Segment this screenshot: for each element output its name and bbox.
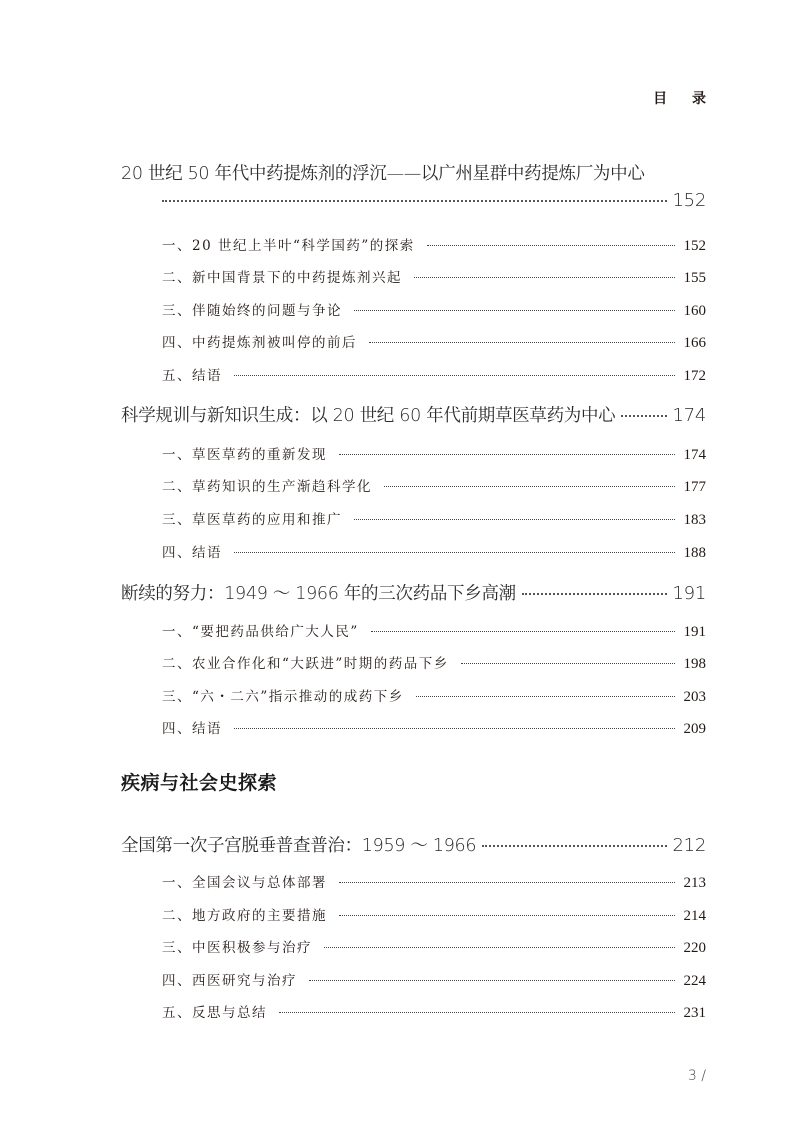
section-title: 三、“六・二六”指示推动的成药下乡 [162,689,404,705]
dot-leader [162,199,667,202]
running-head: 目 录 [653,91,716,107]
dot-leader [339,453,675,455]
page-number: 209 [683,721,706,737]
page-number: 191 [672,583,706,604]
page-number: 155 [683,270,706,286]
section-title: 三、中医积极参与治疗 [162,940,312,956]
dot-leader [324,946,675,948]
page-number: 224 [683,973,706,989]
page-number: 188 [683,545,706,561]
dot-leader [354,309,675,311]
toc-section-entry[interactable] [162,620,706,641]
toc-section-entry[interactable] [162,871,706,892]
toc-section-entry[interactable] [162,969,706,990]
dot-leader [416,695,675,697]
section-title: 一、20 世纪上半叶“科学国药”的探索 [162,238,415,254]
toc-section-entry[interactable] [162,717,706,738]
chapter-title: 科学规训与新知识生成：以 20 世纪 60 年代前期草医草药为中心 [121,406,616,426]
dot-leader [414,276,675,278]
dot-leader [482,844,666,847]
page-number: 174 [672,405,706,426]
toc-section-entry[interactable] [162,234,706,255]
page-number: 213 [683,875,706,891]
toc-section-entry[interactable] [162,299,706,320]
page-number: 198 [683,656,706,672]
page-number: 191 [683,624,706,640]
dot-leader [384,485,675,487]
dot-leader [621,414,666,417]
dot-leader [371,630,675,632]
page-number: 174 [683,447,706,463]
toc-section-entry[interactable] [162,652,706,673]
toc-section-entry[interactable] [162,685,706,706]
chapter-title: 断续的努力：1949 ～ 1966 年的三次药品下乡高潮 [121,584,516,604]
section-title: 四、中药提炼剂被叫停的前后 [162,335,357,351]
toc-section-entry[interactable] [162,541,706,562]
page-number: 203 [683,689,706,705]
section-title: 四、西医研究与治疗 [162,973,297,989]
chapter-title: 20 世纪 50 年代中药提炼剂的浮沉——以广州星群中药提炼厂为中心 [121,164,645,184]
dot-leader [234,374,675,376]
page-number: 152 [683,238,706,254]
section-title: 一、草医草药的重新发现 [162,447,327,463]
section-title: 二、地方政府的主要措施 [162,908,327,924]
toc-section-entry[interactable] [162,1001,706,1022]
page-folio: 3 / [687,1068,706,1084]
section-title: 一、全国会议与总体部署 [162,875,327,891]
section-title: 四、结语 [162,721,222,737]
section-title: 三、伴随始终的问题与争论 [162,303,342,319]
toc-section-entry[interactable] [162,266,706,287]
toc-section-entry[interactable] [162,936,706,957]
section-title: 五、反思与总结 [162,1005,267,1021]
toc-chapter-entry[interactable] [121,160,706,211]
page-number: 220 [683,940,706,956]
section-title: 一、“要把药品供给广大人民” [162,624,359,640]
toc-chapter-entry[interactable] [121,580,706,605]
toc-chapter-entry[interactable] [121,832,706,857]
part-title: 疾病与社会史探索 [121,772,278,794]
page-number: 160 [683,303,706,319]
toc-section-entry[interactable] [162,364,706,385]
dot-leader [309,979,675,981]
toc-section-entry[interactable] [162,904,706,925]
dot-leader [234,727,675,729]
page-number: 183 [683,512,706,528]
page-number: 212 [672,835,706,856]
chapter-title: 全国第一次子宫脱垂普查普治：1959 ～ 1966 [121,836,477,856]
dot-leader [279,1011,675,1013]
toc-section-entry[interactable] [162,475,706,496]
section-title: 二、新中国背景下的中药提炼剂兴起 [162,270,402,286]
page-number: 172 [683,368,706,384]
section-title: 三、草医草药的应用和推广 [162,512,342,528]
page-number: 166 [683,335,706,351]
page-number: 214 [683,908,706,924]
dot-leader [427,244,675,246]
section-title: 二、草药知识的生产渐趋科学化 [162,479,372,495]
toc-section-entry[interactable] [162,508,706,529]
toc-chapter-entry[interactable] [121,402,706,427]
dot-leader [369,341,675,343]
section-title: 二、农业合作化和“大跃进”时期的药品下乡 [162,656,449,672]
toc-section-entry[interactable] [162,331,706,352]
page-number: 231 [683,1005,706,1021]
dot-leader [339,881,675,883]
dot-leader [522,592,667,595]
dot-leader [234,551,675,553]
dot-leader [461,662,675,664]
page-number: 152 [672,190,706,211]
page-number: 177 [683,479,706,495]
dot-leader [354,518,675,520]
dot-leader [339,914,675,916]
section-title: 五、结语 [162,368,222,384]
toc-section-entry[interactable] [162,443,706,464]
section-title: 四、结语 [162,545,222,561]
